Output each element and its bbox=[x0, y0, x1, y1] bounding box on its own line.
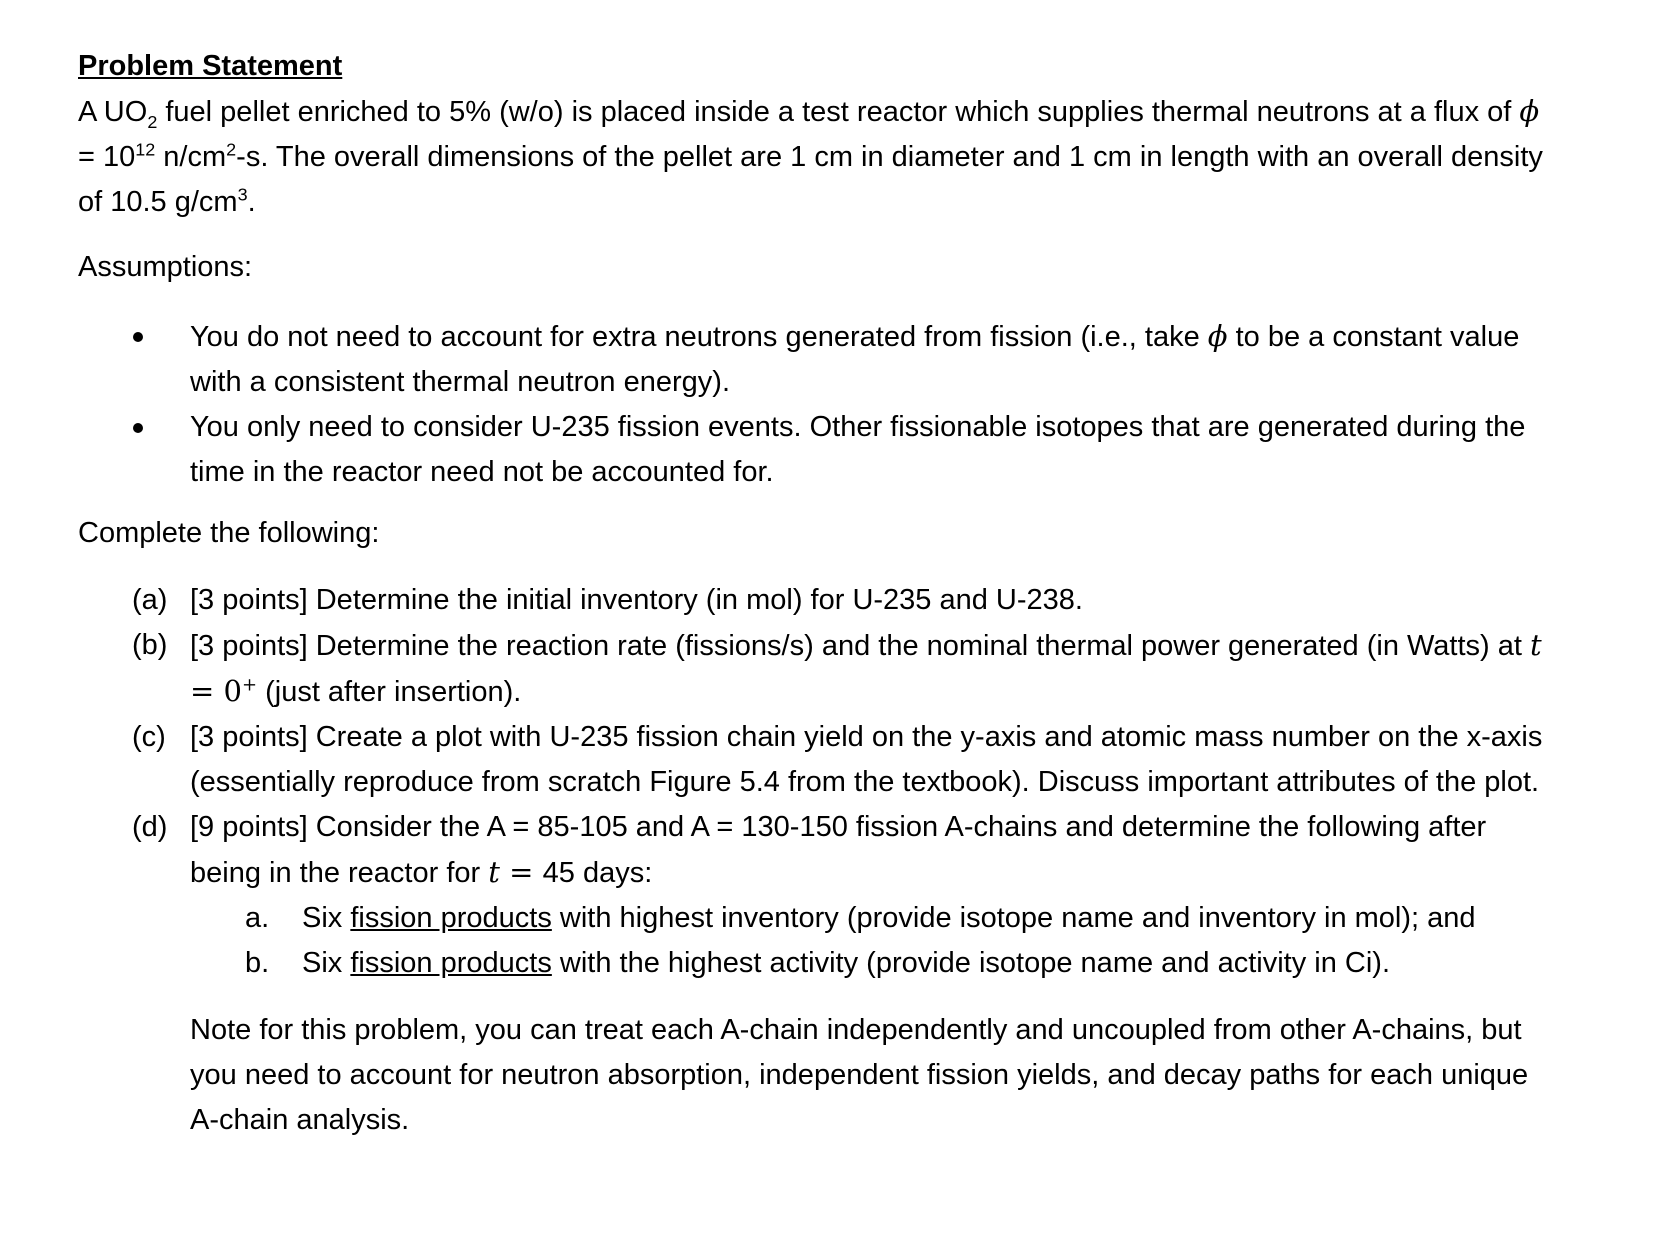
problem-intro: A $UO_2$ fuel pellet enriched to 5% (w/o) is placed inside a test reactor which supplies thermal neutrons at a flux of $\phi = 10^{12}$ $n/cm^2-s$. The overall dimensions of the pellet are 1 cm in diameter and 1 cm in length with an overall density of 10.5 $g/cm^3$. bbox=[78, 94, 1543, 218]
task-list bbox=[78, 578, 1548, 986]
list-item: You only need to consider U-235 fission events. Other fissionable isotopes that are generated during the time in the reactor need not be accounted for. bbox=[78, 405, 1548, 495]
assumptions-heading: Assumptions: bbox=[78, 251, 253, 283]
bullet-icon bbox=[133, 332, 143, 342]
task-b: (b) [3 points] Determine the reaction rate (fissions/s) and the nominal thermal power generated (in Watts) at t = 0+ (just after insertion). bbox=[78, 623, 1548, 715]
list-item: You do not need to account for extra neutrons generated from fission (i.e., take ϕ to be a constant value with a consistent thermal neutron energy). bbox=[78, 314, 1548, 405]
fission-products-term: fission products bbox=[350, 902, 552, 934]
task-marker: (b) bbox=[132, 629, 168, 661]
fission-products-term: fission products bbox=[350, 947, 552, 979]
document-title: Problem Statement bbox=[78, 50, 343, 82]
problem-note: Note for this problem, you can treat each A-chain independently and uncoupled from other A-chains, but you need to account for neutron absorption, independent fission yields, and decay paths for each unique A-chain analysis. bbox=[190, 1014, 1529, 1136]
task-marker: (d) bbox=[132, 811, 168, 843]
task-c: (c) [3 points] Create a plot with U-235 fission chain yield on the y-axis and atomic mass number on the x-axis (essentially reproduce from scratch Figure 5.4 from the textbook). Discuss important attributes of the plot. bbox=[78, 715, 1548, 805]
phi-symbol: ϕ bbox=[1519, 94, 1540, 128]
subtask-marker: b. bbox=[245, 947, 270, 979]
subtask-b: b. Six fission products with the highest activity (provide isotope name and activity in Ci). bbox=[190, 941, 1548, 986]
task-d-subparts bbox=[190, 896, 1548, 986]
subtask-a: a. Six fission products with highest inventory (provide isotope name and inventory in mol); and bbox=[190, 896, 1548, 941]
problem-document bbox=[78, 44, 1548, 1143]
task-a: (a) [3 points] Determine the initial inventory (in mol) for U-235 and U-238. bbox=[78, 578, 1548, 623]
subtask-marker: a. bbox=[245, 902, 270, 934]
bullet-icon bbox=[133, 423, 143, 433]
task-marker: (c) bbox=[132, 721, 166, 753]
phi-symbol: ϕ bbox=[1207, 319, 1228, 353]
assumptions-list bbox=[78, 314, 1548, 495]
task-marker: (a) bbox=[132, 584, 168, 616]
task-d: (d) [9 points] Consider the A = 85-105 and A = 130-150 fission A-chains and determine the following after being in the reactor for t = 45 days: a. Six fission products with highest inventory (provide isotope name and inventory in mol); and b. Six fission products with the highest activity (provide isotope name and activity in Ci). bbox=[78, 805, 1548, 986]
complete-heading: Complete the following: bbox=[78, 517, 380, 549]
